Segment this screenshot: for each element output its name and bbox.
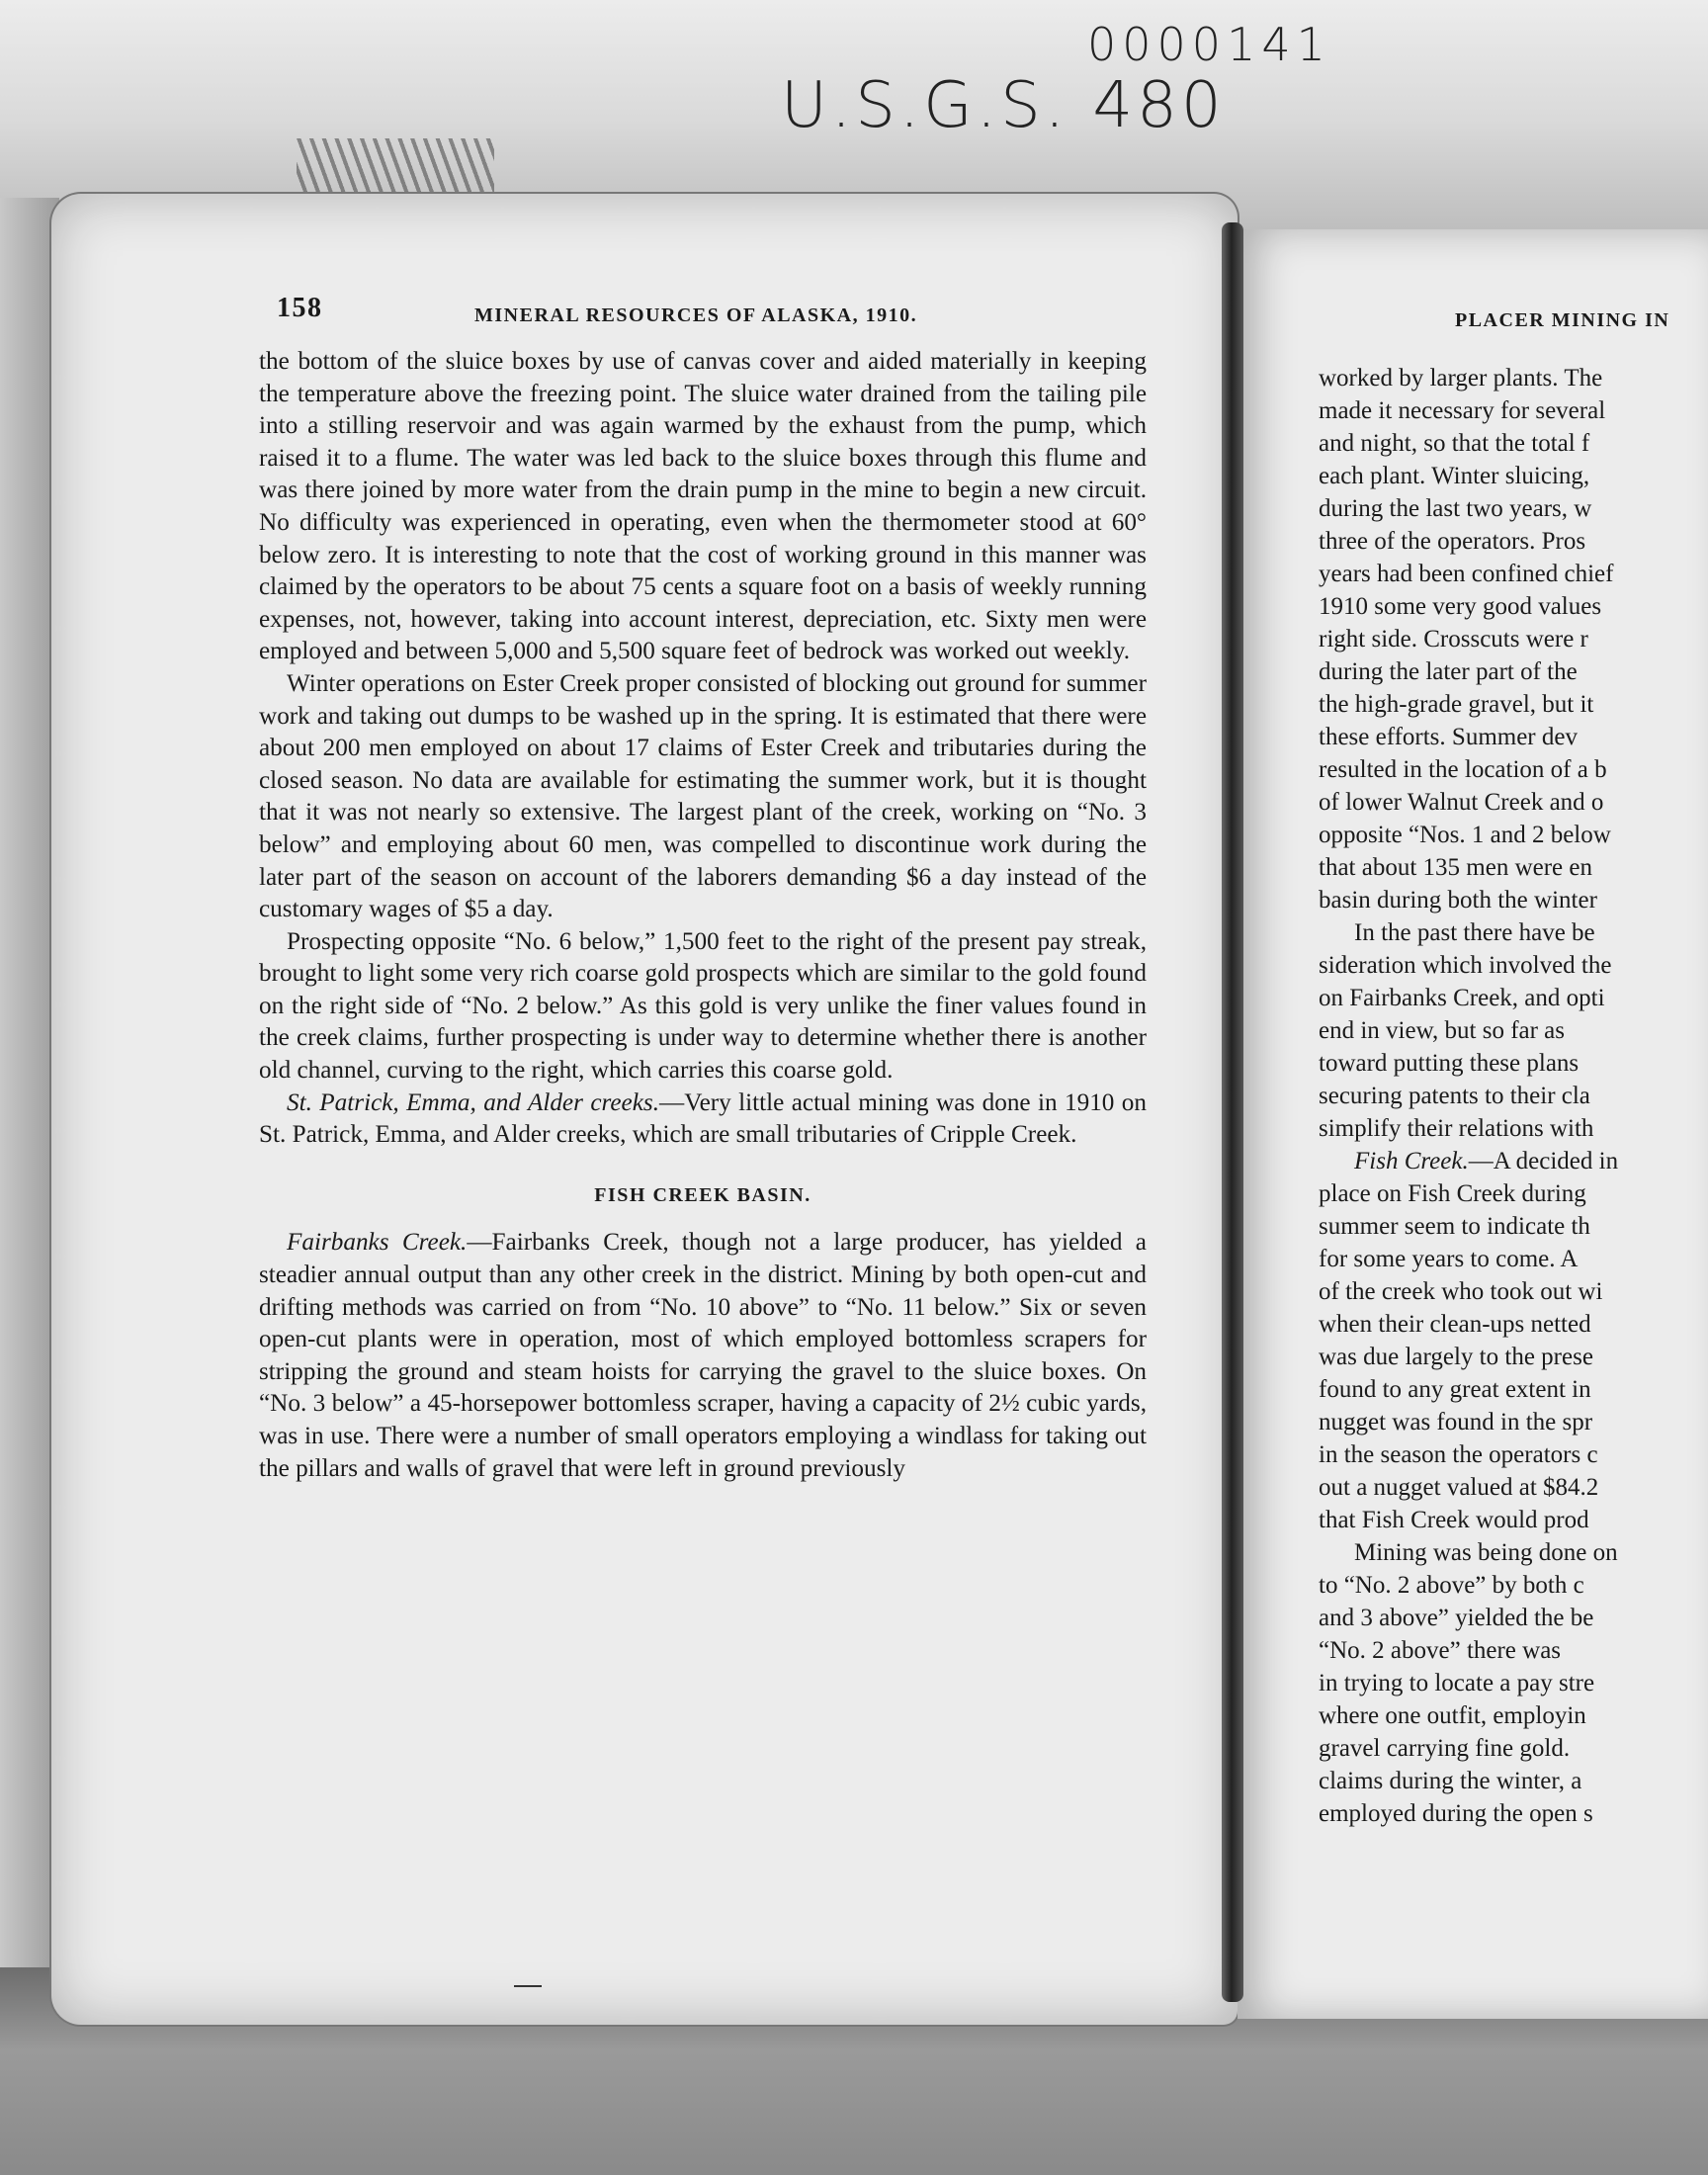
right-page-line: on Fairbanks Creek, and opti <box>1319 985 1605 1011</box>
right-page-line: each plant. Winter sluicing, <box>1319 463 1590 489</box>
right-page-line: securing patents to their cla <box>1319 1083 1590 1109</box>
page-mark <box>514 1985 542 1987</box>
right-text-column <box>1319 362 1708 1865</box>
right-page-line: in the season the operators c <box>1319 1441 1598 1468</box>
right-page-line: when their clean-ups netted <box>1319 1311 1591 1338</box>
right-page-line: that about 135 men were en <box>1319 854 1592 881</box>
right-page-line: employed during the open s <box>1319 1800 1593 1827</box>
right-page-line: found to any great extent in <box>1319 1376 1591 1403</box>
right-page-line: “No. 2 above” there was <box>1319 1637 1562 1664</box>
right-page-line: Fish Creek.—A decided in <box>1354 1148 1619 1174</box>
right-page-line: place on Fish Creek during <box>1319 1180 1586 1207</box>
paragraph-5-lead: Fairbanks Creek. <box>287 1229 468 1257</box>
right-page-line: in trying to locate a pay stre <box>1319 1670 1595 1696</box>
right-page-line: to “No. 2 above” by both c <box>1319 1572 1584 1599</box>
right-page-line: 1910 some very good values <box>1319 593 1602 620</box>
right-page-line: worked by larger plants. The <box>1319 365 1603 392</box>
right-page-line: summer seem to indicate th <box>1319 1213 1590 1240</box>
right-page-line: gravel carrying fine gold. <box>1319 1735 1571 1762</box>
right-page-line: was due largely to the prese <box>1319 1344 1593 1370</box>
paragraph-5 <box>259 1227 1147 1485</box>
right-page-line: of the creek who took out wi <box>1319 1278 1603 1305</box>
paragraph-2: Winter operations on Ester Creek proper consisted of blocking out ground for summer work and taking out dumps to be washed up in the spring. It is estimated that there were about 200 men employed on about 17 claims of Ester Creek and tributaries during the closed season. No data are available for estimating the summer work, but it is thought that it was not nearly so extensive. The largest plant of the creek, working on “No. 3 below” and employing about 60 men, was compelled to discontinue work during the later part of the season on account of the laborers demanding $6 a day instead of the customary wages of $5 a day. <box>259 669 1147 923</box>
right-page-line: In the past there have be <box>1354 919 1595 946</box>
right-page-line: three of the operators. Pros <box>1319 528 1586 555</box>
right-running-head: PLACER MINING IN <box>1455 309 1670 331</box>
right-page-line: for some years to come. A <box>1319 1246 1579 1272</box>
right-page-line: where one outfit, employin <box>1319 1702 1586 1729</box>
right-page-line: during the last two years, w <box>1319 495 1592 522</box>
paragraph-4-body: —Very little actual mining was done in 1910 on St. Patrick, Emma, and Alder creeks, which are small tributaries of Cripple Creek. <box>259 1088 1147 1149</box>
right-page-line: years had been confined chief <box>1319 561 1614 587</box>
right-page-line: and 3 above” yielded the be <box>1319 1605 1594 1631</box>
right-page-line: resulted in the location of a b <box>1319 756 1607 783</box>
paragraph-5-body: —Fairbanks Creek, though not a large producer, has yielded a steadier annual output than any other creek in the district. Mining by both open-cut and drifting methods was carried on from “No. 10 above” to “No. 11 below.” Six or seven open-cut plants were in operation, most of which employed bottomless scrapers for stripping the ground and steam hoists for carrying the gravel to the sluice boxes. On “No. 3 below” a 45-horsepower bottomless scraper, having a capacity of 2½ cubic yards, was in use. There were a number of small operators employing a windlass for taking out the pillars and walls of gravel that were left in ground previously <box>259 1229 1147 1482</box>
right-page-line: end in view, but so far as <box>1319 1017 1566 1044</box>
right-page-line: that Fish Creek would prod <box>1319 1507 1589 1533</box>
scan-left-margin <box>0 198 59 1977</box>
section-heading: FISH CREEK BASIN. <box>594 1183 811 1206</box>
right-page-line: made it necessary for several <box>1319 397 1606 424</box>
right-page-line: Mining was being done on <box>1354 1539 1618 1566</box>
left-running-head: MINERAL RESOURCES OF ALASKA, 1910. <box>474 304 918 326</box>
right-page-line: opposite “Nos. 1 and 2 below <box>1319 822 1611 848</box>
right-page-line: during the later part of the <box>1319 658 1578 685</box>
right-page-line: right side. Crosscuts were r <box>1319 626 1588 652</box>
handwritten-number: 0000141 <box>1087 18 1331 71</box>
right-page-line: claims during the winter, a <box>1319 1768 1582 1794</box>
right-page-line: and night, so that the total f <box>1319 430 1590 457</box>
paragraph-3: Prospecting opposite “No. 6 below,” 1,500 feet to the right of the present pay streak, brought to light some very rich coarse gold prospects which are similar to the gold found on the right side of “No. 2 below.” As this gold is very unlike the finer values found in the creek claims, further prospecting is under way to determine whether there is another old channel, curving to the right, which carries this coarse gold. <box>259 927 1147 1085</box>
right-page-line: these efforts. Summer dev <box>1319 724 1578 750</box>
paragraph-4 <box>259 1088 1147 1152</box>
right-page-line: basin during both the winter <box>1319 887 1597 914</box>
right-page-line: the high-grade gravel, but it <box>1319 691 1594 718</box>
right-page-line: sideration which involved the <box>1319 952 1612 979</box>
right-page-line: out a nugget valued at $84.2 <box>1319 1474 1599 1501</box>
right-page-line: toward putting these plans <box>1319 1050 1580 1077</box>
right-page-line: of lower Walnut Creek and o <box>1319 789 1604 816</box>
page-number: 158 <box>277 293 323 323</box>
left-text-column <box>259 346 1147 1485</box>
paragraph-4-lead: St. Patrick, Emma, and Alder creeks. <box>287 1088 659 1116</box>
paragraph-1: the bottom of the sluice boxes by use of canvas cover and aided materially in keeping the temperature above the freezing point. The sluice water drained from the tailing pile into a stilling reservoir and was again warmed by the exhaust from the pump, which raised it to a flume. The water was led back to the sluice boxes through this flume and was there joined by more water from the drain pump in the mine to begin a new circuit. No difficulty was experienced in operating, even when the thermometer stood at 60° below zero. It is interesting to note that the cost of working ground in this manner was claimed by the operators to be about 75 cents a square foot on a basis of weekly running expenses, not, however, taking into account interest, depreciation, etc. Sixty men were employed and between 5,000 and 5,500 square feet of bedrock was worked out weekly. <box>259 348 1147 665</box>
right-page-line: nugget was found in the spr <box>1319 1409 1593 1436</box>
right-page-line: simplify their relations with <box>1319 1115 1594 1142</box>
handwritten-reference: U.S.G.S. 480 <box>781 69 1226 142</box>
